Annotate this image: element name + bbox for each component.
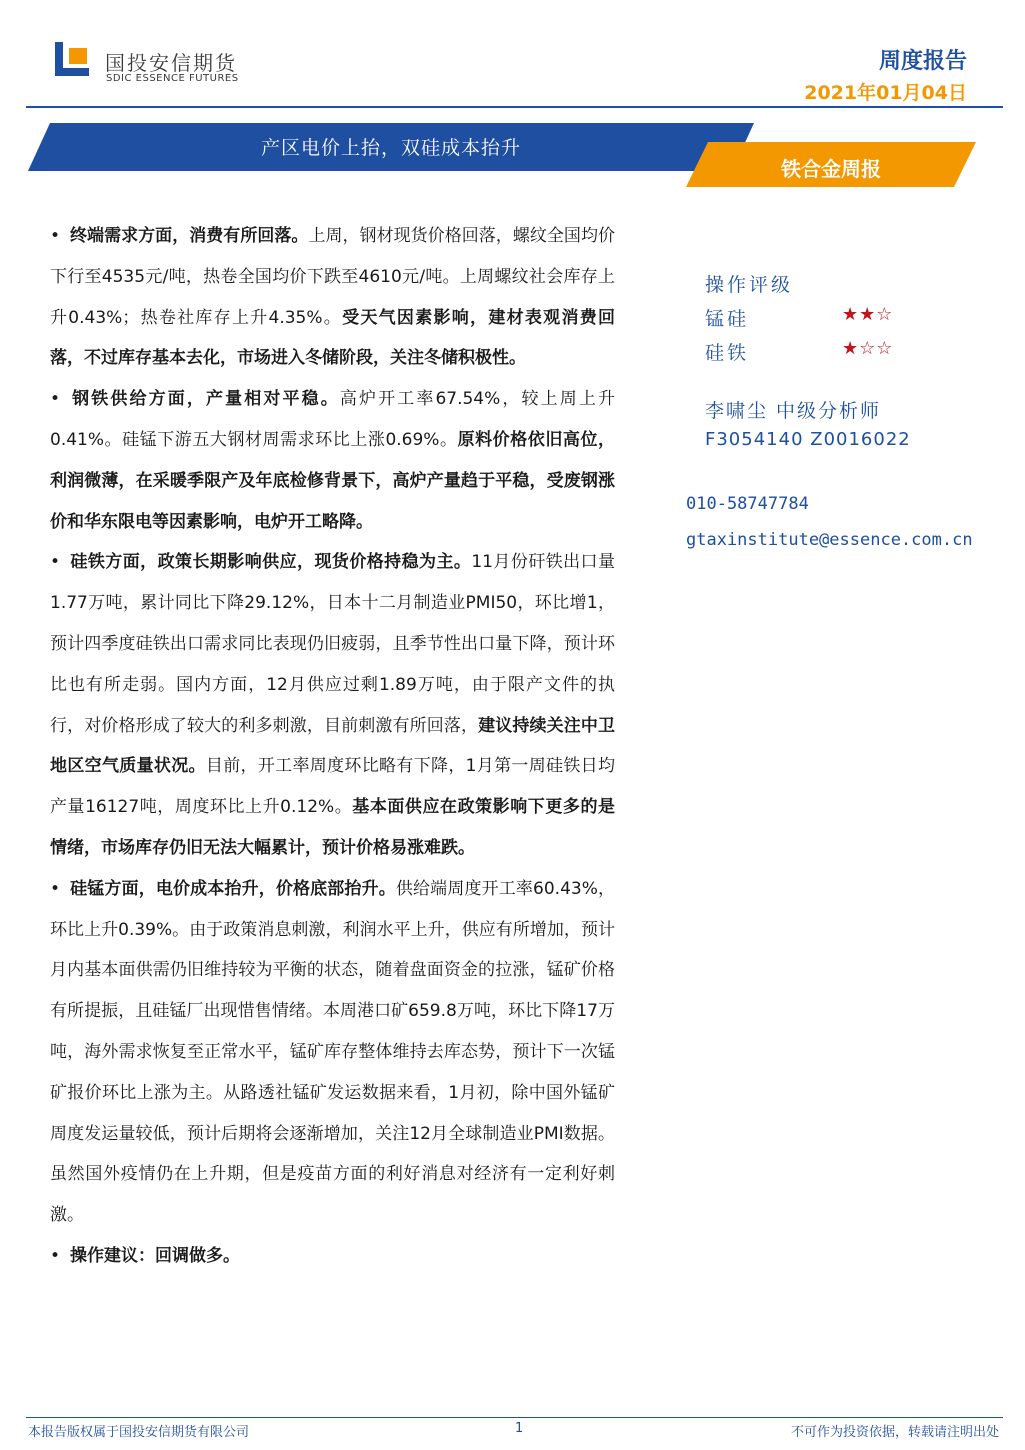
report-title: 产区电价上抬，双硅成本抬升 <box>260 137 521 159</box>
paragraph-steel-supply <box>50 379 615 542</box>
bullet-icon: • <box>50 389 61 410</box>
fesi-suggestion: 建议持续关注中卫地区空气质量状况。 <box>50 715 615 777</box>
simn-text: 供给端周度开工率60.43%，环比上升0.39%。由于政策消息刺激，利润水平上升，供应有所增加，预计月内基本面供需仍旧维持较为平衡的状态，随着盘面资金的拉涨，锰矿价格有所提振，且硅锰厂出现惜售情绪。本周港口矿659.8万吨，环比下降17万吨，海外需求恢复至正常水平，锰矿库存整体维持去库态势，预计下一次锰矿报价环比上涨为主。从路透社锰矿发运数据来看，1月初，除中国外锰矿周度发运量较低，预计后期将会逐渐增加，关注12月全球制造业PMI数据。虽然国外疫情仍在上升期，但是疫苗方面的利好消息对经济有一定利好刺激。 <box>50 878 616 1226</box>
star-rating <box>842 304 893 325</box>
simn-heading: 硅锰方面，电价成本抬升，价格底部抬升。 <box>70 878 396 899</box>
contact-phone: 010-58747784 <box>686 494 809 514</box>
paragraph-operation <box>50 1236 615 1277</box>
report-body <box>50 216 615 1277</box>
footer-divider <box>26 1417 1003 1418</box>
footer-copyright: 本报告版权属于国投安信期货有限公司 <box>28 1425 250 1440</box>
steel-conclusion: 原料价格依旧高位，利润微薄，在采暖季限产及年底检修背景下，高炉产量趋于平稳，受废钢涨价和华东限电等因素影响，电炉开工略降。 <box>50 429 616 532</box>
bullet-icon: • <box>50 226 61 246</box>
header-divider <box>26 106 1003 108</box>
sidebar <box>705 270 1005 450</box>
brand-name-en: SDIC ESSENCE FUTURES <box>106 73 239 84</box>
star-filled-icon: ★★ <box>842 304 877 325</box>
bullet-icon: • <box>50 878 61 899</box>
fesi-conclusion: 基本面供应在政策影响下更多的是情绪，市场库存仍旧无法大幅累计，预计价格易涨难跌。 <box>50 797 615 858</box>
rating-row-simn <box>705 304 1005 338</box>
rating-name: 硅铁 <box>705 342 750 364</box>
fesi-text-2: 目前，开工率周度环比略有下降，1月第一周硅铁日均产量16127吨，周度环比上升0.12%。 <box>50 756 616 818</box>
star-filled-icon: ★ <box>842 338 860 359</box>
star-rating <box>842 338 893 359</box>
rating-name: 锰硅 <box>705 308 750 330</box>
fesi-text: 11月份矸铁出口量1.77万吨，累计同比下降29.12%，日本十二月制造业PMI50，环比增1，预计四季度硅铁出口需求同比表现仍旧疲弱，且季节性出口量下降，预计环比也有所走弱。国内方面，12月供应过剩1.89万吨，由于限产文件的执行，对价格形成了较大的利多刺激，目前刺激有所回落， <box>50 552 615 736</box>
report-type: 周度报告 <box>878 49 967 74</box>
star-empty-icon: ☆☆ <box>859 338 894 359</box>
demand-heading: 终端需求方面，消费有所回落。 <box>70 226 309 246</box>
demand-text: 上周，钢材现货价格回落，螺纹全国均价下行至4535元/吨，热卷全国均价下跌至4610元/吨。上周螺纹社会库存上升0.43%；热卷社库存上升4.35%。 <box>50 226 615 328</box>
steel-heading: 钢铁供给方面，产量相对平稳。 <box>70 389 340 410</box>
rating-row-fesi <box>705 338 1005 372</box>
report-date: 2021年01月04日 <box>804 82 967 104</box>
brand-name-cn: 国投安信期货 <box>105 51 237 75</box>
page-number: 1 <box>515 1421 524 1436</box>
fesi-heading: 硅铁方面，政策长期影响供应，现货价格持稳为主。 <box>70 552 472 573</box>
rating-title: 操作评级 <box>705 274 794 296</box>
demand-conclusion: 受天气因素影响，建材表观消费回落，不过库存基本去化，市场进入冬储阶段，关注冬储积极性。 <box>50 307 616 369</box>
contact-email[interactable]: gtaxinstitute@essence.com.cn <box>686 530 973 550</box>
steel-text: 高炉开工率67.54%，较上周上升0.41%。硅锰下游五大钢材周需求环比上涨0.69%。 <box>50 389 616 450</box>
company-logo <box>55 42 95 80</box>
footer-disclaimer: 不可作为投资依据，转载请注明出处 <box>790 1425 999 1440</box>
paragraph-silicomanganese <box>50 869 615 1236</box>
analyst-certificate: F3054140 Z0016022 <box>705 429 911 450</box>
paragraph-demand <box>50 216 615 379</box>
star-empty-icon: ☆ <box>876 304 894 325</box>
operation-advice: 操作建议：回调做多。 <box>70 1245 240 1266</box>
paragraph-ferrosilicon <box>50 542 615 868</box>
analyst-name: 李啸尘 中级分析师 <box>705 400 882 422</box>
report-subtitle: 铁合金周报 <box>781 157 881 181</box>
bullet-icon: • <box>50 1245 61 1266</box>
bullet-icon: • <box>50 552 61 573</box>
